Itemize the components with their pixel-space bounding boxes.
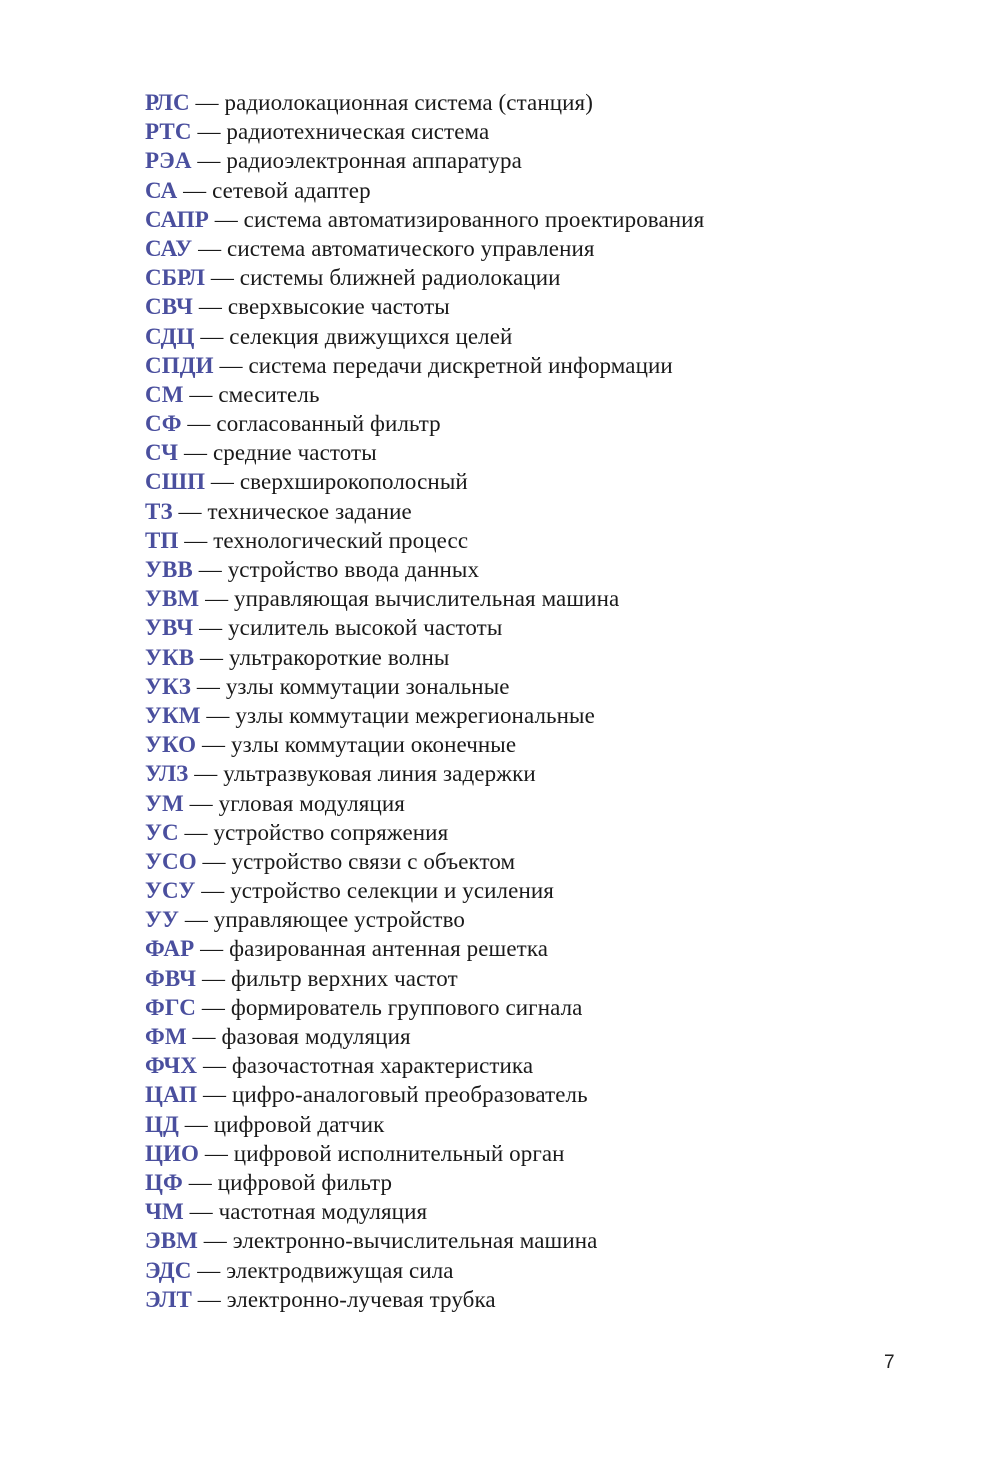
abbreviation-entry <box>145 205 945 234</box>
abbreviation-definition: системы ближней радиолокации <box>239 265 561 291</box>
abbreviation-term: СБРЛ <box>145 265 205 291</box>
abbreviation-term: СФ <box>145 411 182 437</box>
abbreviation-entry <box>145 905 945 934</box>
abbreviation-definition: частотная модуляция <box>218 1199 428 1225</box>
em-dash-separator: — <box>188 761 224 787</box>
abbreviation-entry <box>145 789 945 818</box>
abbreviation-term: СЧ <box>145 440 179 466</box>
abbreviation-entry <box>145 1022 945 1051</box>
em-dash-separator: — <box>178 907 214 933</box>
abbreviation-entry <box>145 613 945 642</box>
abbreviation-entry <box>145 584 945 613</box>
em-dash-separator: — <box>198 1140 234 1166</box>
abbreviation-definition: техническое задание <box>207 498 412 524</box>
em-dash-separator: — <box>213 352 249 378</box>
em-dash-separator: — <box>197 1228 233 1254</box>
abbreviation-term: СМ <box>145 381 184 407</box>
abbreviation-definition: электронно-вычислительная машина <box>232 1228 598 1254</box>
abbreviation-term: УКВ <box>145 644 195 670</box>
abbreviation-definition: фазочастотная характеристика <box>231 1053 534 1079</box>
abbreviation-term: ЦД <box>145 1111 179 1137</box>
em-dash-separator: — <box>191 673 226 699</box>
em-dash-separator: — <box>183 381 219 407</box>
abbreviation-term: УКМ <box>145 702 201 728</box>
abbreviation-definition: сетевой адаптер <box>212 177 371 203</box>
abbreviation-definition: технологический процесс <box>213 527 469 553</box>
abbreviation-definition: цифровой датчик <box>213 1111 385 1137</box>
abbreviation-entry <box>145 1256 945 1285</box>
abbreviation-definition: устройство связи с объектом <box>231 848 516 874</box>
em-dash-separator: — <box>204 265 240 291</box>
em-dash-separator: — <box>197 1053 232 1079</box>
abbreviation-definition: управляющее устройство <box>213 907 465 933</box>
abbreviation-term: ЧМ <box>145 1199 184 1225</box>
abbreviation-term: УКЗ <box>145 673 191 699</box>
em-dash-separator: — <box>208 206 244 232</box>
abbreviation-term: ФАР <box>145 936 195 962</box>
abbreviation-definition: система передачи дискретной информации <box>248 352 673 378</box>
abbreviation-term: УУ <box>145 907 179 933</box>
abbreviation-entry <box>145 322 945 351</box>
abbreviation-definition: угловая модуляция <box>218 790 405 816</box>
abbreviation-term: ТЗ <box>145 498 173 524</box>
abbreviation-definition: устройство селекции и усиления <box>230 878 554 904</box>
abbreviation-entry <box>145 380 945 409</box>
abbreviation-term: СДЦ <box>145 323 195 349</box>
em-dash-separator: — <box>178 819 214 845</box>
abbreviation-definition: устройство сопряжения <box>213 819 449 845</box>
abbreviation-entry <box>145 818 945 847</box>
abbreviation-term: САУ <box>145 235 193 261</box>
abbreviation-entry <box>145 701 945 730</box>
abbreviation-entry <box>145 292 945 321</box>
abbreviation-entry <box>145 672 945 701</box>
em-dash-separator: — <box>183 790 219 816</box>
abbreviation-list <box>145 88 945 1314</box>
abbreviation-term: ФВЧ <box>145 965 197 991</box>
abbreviation-term: РЭА <box>145 148 192 174</box>
abbreviation-definition: усилитель высокой частоты <box>228 615 503 641</box>
abbreviation-term: ТП <box>145 527 179 553</box>
abbreviation-term: ЭДС <box>145 1257 192 1283</box>
em-dash-separator: — <box>178 440 213 466</box>
abbreviation-term: УКО <box>145 732 197 758</box>
abbreviation-definition: узлы коммутации зональные <box>225 673 510 699</box>
em-dash-separator: — <box>183 1199 219 1225</box>
abbreviation-entry <box>145 643 945 672</box>
abbreviation-definition: согласованный фильтр <box>216 411 441 437</box>
abbreviation-term: СВЧ <box>145 294 193 320</box>
em-dash-separator: — <box>194 644 230 670</box>
em-dash-separator: — <box>193 615 229 641</box>
abbreviation-definition: электронно-лучевая трубка <box>226 1286 496 1312</box>
abbreviation-entry <box>145 1051 945 1080</box>
em-dash-separator: — <box>191 119 227 145</box>
em-dash-separator: — <box>191 1286 227 1312</box>
abbreviation-definition: селекция движущихся целей <box>229 323 513 349</box>
abbreviation-entry <box>145 263 945 292</box>
em-dash-separator: — <box>194 323 230 349</box>
abbreviation-term: УСУ <box>145 878 196 904</box>
em-dash-separator: — <box>191 148 227 174</box>
em-dash-separator: — <box>199 586 235 612</box>
page-number: 7 <box>884 1352 895 1373</box>
abbreviation-definition: ультразвуковая линия задержки <box>223 761 536 787</box>
em-dash-separator: — <box>178 527 214 553</box>
abbreviation-entry <box>145 497 945 526</box>
em-dash-separator: — <box>196 732 231 758</box>
abbreviation-entry <box>145 1139 945 1168</box>
abbreviation-term: УМ <box>145 790 184 816</box>
abbreviation-definition: сверхширокополосный <box>239 469 468 495</box>
abbreviation-definition: формирователь группового сигнала <box>230 994 583 1020</box>
em-dash-separator: — <box>178 1111 214 1137</box>
em-dash-separator: — <box>196 994 231 1020</box>
abbreviation-entry <box>145 934 945 963</box>
abbreviation-entry <box>145 1168 945 1197</box>
abbreviation-definition: система автоматического управления <box>227 235 595 261</box>
em-dash-separator: — <box>192 235 228 261</box>
abbreviation-definition: смеситель <box>218 381 320 407</box>
em-dash-separator: — <box>181 411 217 437</box>
abbreviation-term: СШП <box>145 469 206 495</box>
abbreviation-term: РТС <box>145 119 192 145</box>
abbreviation-term: УВМ <box>145 586 200 612</box>
abbreviation-entry <box>145 1226 945 1255</box>
abbreviation-definition: электродвижущая сила <box>226 1257 454 1283</box>
abbreviation-definition: узлы коммутации оконечные <box>231 732 517 758</box>
abbreviation-entry <box>145 234 945 263</box>
abbreviation-entry <box>145 730 945 759</box>
abbreviation-entry <box>145 847 945 876</box>
abbreviation-entry <box>145 1285 945 1314</box>
em-dash-separator: — <box>196 965 231 991</box>
abbreviation-term: РЛС <box>145 90 190 115</box>
abbreviation-term: УВВ <box>145 557 193 582</box>
abbreviation-term: СА <box>145 177 178 203</box>
abbreviation-entry <box>145 117 945 146</box>
abbreviation-entry <box>145 759 945 788</box>
abbreviation-definition: ультракороткие волны <box>229 644 450 670</box>
abbreviation-entry <box>145 876 945 905</box>
abbreviation-term: УС <box>145 819 179 845</box>
abbreviation-entry <box>145 1110 945 1139</box>
abbreviation-term: САПР <box>145 206 209 232</box>
abbreviation-term: ЭВМ <box>145 1228 198 1254</box>
abbreviation-definition: цифровой фильтр <box>217 1169 393 1195</box>
abbreviation-entry <box>145 88 945 117</box>
abbreviation-definition: система автоматизированного проектирования <box>243 206 705 232</box>
em-dash-separator: — <box>195 878 231 904</box>
abbreviation-term: ЭЛТ <box>145 1286 192 1312</box>
abbreviation-term: ФМ <box>145 1024 187 1049</box>
abbreviation-entry <box>145 1197 945 1226</box>
abbreviation-definition: цифро-аналоговый преобразователь <box>231 1082 588 1108</box>
abbreviation-term: ФГС <box>145 994 196 1020</box>
abbreviation-definition: устройство ввода данных <box>227 557 480 582</box>
abbreviation-entry <box>145 146 945 175</box>
em-dash-separator: — <box>191 1257 227 1283</box>
abbreviation-definition: средние частоты <box>212 440 377 466</box>
em-dash-separator: — <box>172 498 208 524</box>
em-dash-separator: — <box>205 469 240 495</box>
em-dash-separator: — <box>192 557 228 582</box>
em-dash-separator: — <box>194 936 230 962</box>
em-dash-separator: — <box>189 90 225 115</box>
abbreviation-entry <box>145 409 945 438</box>
abbreviation-entry <box>145 964 945 993</box>
abbreviation-definition: фазированная антенная решетка <box>229 936 549 962</box>
abbreviation-term: УСО <box>145 848 197 874</box>
abbreviation-definition: радиотехническая система <box>226 119 490 145</box>
abbreviation-term: ЦАП <box>145 1082 198 1108</box>
abbreviation-definition: цифровой исполнительный орган <box>233 1140 565 1166</box>
abbreviation-term: ФЧХ <box>145 1053 198 1079</box>
abbreviation-definition: сверхвысокие частоты <box>227 294 450 320</box>
abbreviation-definition: фильтр верхних частот <box>230 965 458 991</box>
abbreviation-entry <box>145 993 945 1022</box>
abbreviation-term: УВЧ <box>145 615 194 641</box>
abbreviation-term: УЛЗ <box>145 761 189 787</box>
abbreviation-definition: радиолокационная система (станция) <box>224 90 593 115</box>
em-dash-separator: — <box>193 294 228 320</box>
em-dash-separator: — <box>200 702 236 728</box>
abbreviation-definition: радиоэлектронная аппаратура <box>226 148 522 174</box>
em-dash-separator: — <box>182 1169 218 1195</box>
abbreviation-entry <box>145 351 945 380</box>
abbreviation-entry <box>145 438 945 467</box>
abbreviation-definition: управляющая вычислительная машина <box>234 586 620 612</box>
em-dash-separator: — <box>177 177 213 203</box>
abbreviation-definition: узлы коммутации межрегиональные <box>235 702 595 728</box>
abbreviation-definition: фазовая модуляция <box>221 1024 411 1049</box>
em-dash-separator: — <box>186 1024 222 1049</box>
abbreviation-entry <box>145 467 945 496</box>
abbreviation-entry <box>145 526 945 555</box>
abbreviation-entry <box>145 176 945 205</box>
em-dash-separator: — <box>196 848 232 874</box>
em-dash-separator: — <box>197 1082 232 1108</box>
abbreviation-entry <box>145 555 945 584</box>
abbreviation-term: ЦФ <box>145 1169 183 1195</box>
abbreviation-term: ЦИО <box>145 1140 199 1166</box>
abbreviation-term: СПДИ <box>145 352 214 378</box>
abbreviation-entry <box>145 1080 945 1109</box>
